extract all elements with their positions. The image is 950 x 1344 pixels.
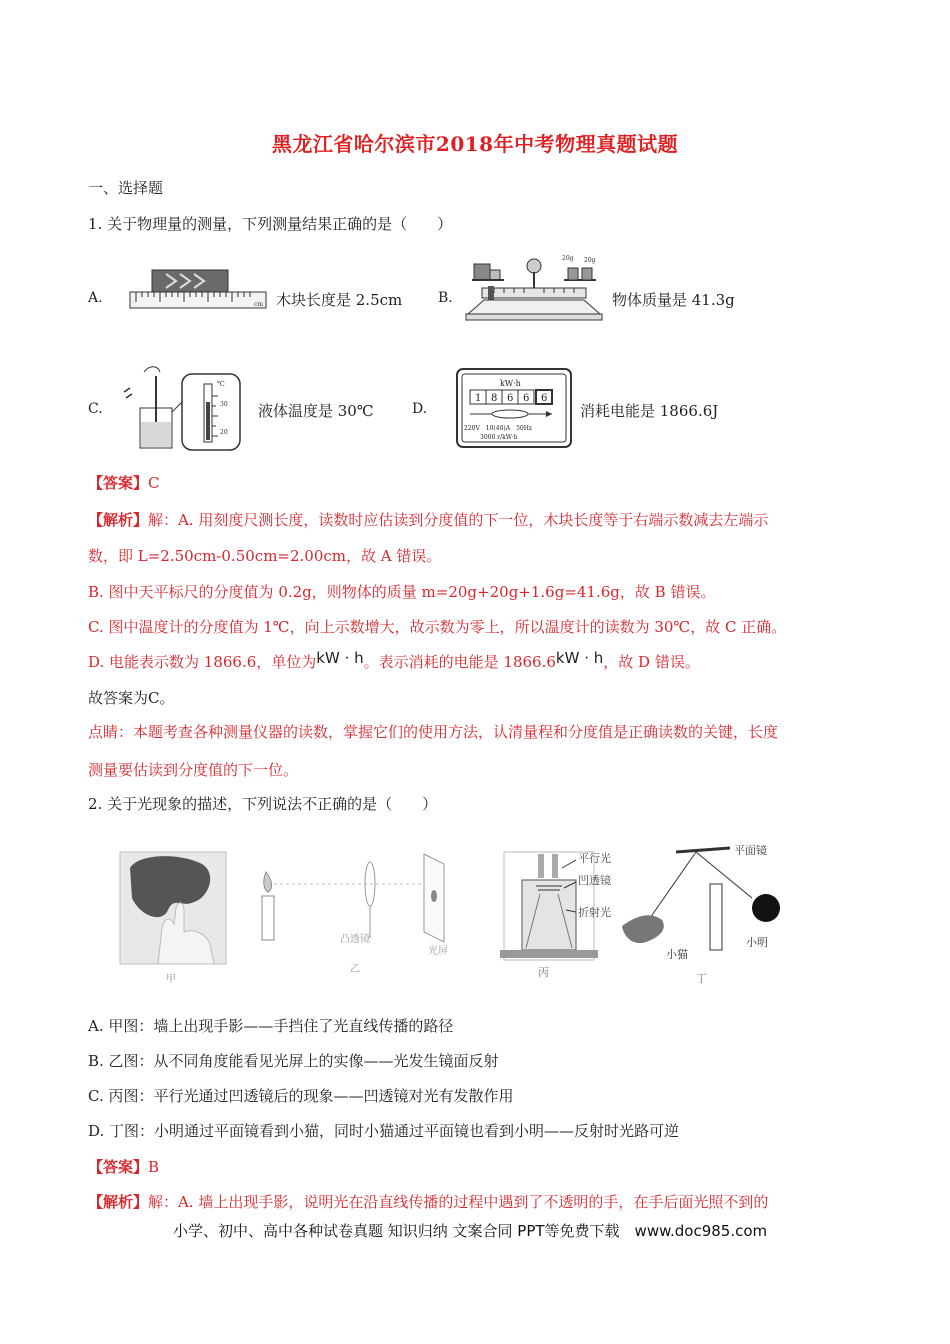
- section-heading: 一、选择题: [88, 179, 164, 197]
- fig-convex-label: 凸透镜: [340, 934, 370, 945]
- fig-screen-label: 光屏: [428, 946, 448, 957]
- q1-analysis-line-2: 数，即 L=2.50cm-0.50cm=2.00cm，故 A 错误。: [88, 547, 442, 565]
- q1-analysis-4b: 。表示消耗的电能是 1866.6: [363, 653, 556, 671]
- q1-analysis-1a: 解：A. 用刻度尺测长度，读数时应估读到分度值的下一位，木块长度等于右端示数减去左端示: [148, 511, 769, 529]
- q1-unit-1: kW · h: [316, 649, 364, 667]
- q1-analysis-line-4: C. 图中温度计的分度值为 1℃，向上示数增大，故示数为零上，所以温度计的读数为 30℃，故 C 正确。: [88, 618, 787, 636]
- q1-analysis-4a: D. 电能表示数为 1866.6，单位为: [88, 653, 317, 671]
- optics-figure: [118, 838, 818, 988]
- meter-figure: [456, 368, 572, 448]
- thermo-20: 20: [220, 429, 228, 436]
- q2-answer-value: B: [148, 1158, 160, 1176]
- meter-digit-3: 6: [507, 393, 514, 404]
- q1-answer: [88, 473, 160, 493]
- fig-mirror-label: 平面镜: [734, 844, 767, 857]
- q1-analysis-line-1: [88, 510, 768, 530]
- q1-answer-tag: 【答案】: [88, 474, 149, 492]
- q1-analysis-line-5: [88, 649, 700, 672]
- meter-digit-4: 6: [523, 393, 530, 404]
- q1-unit-2: kW · h: [555, 649, 604, 667]
- meter-title: kW·h: [500, 379, 521, 388]
- q2-analysis-1: 解：A. 墙上出现手影，说明光在沿直线传播的过程中遇到了不透明的手，在手后面光照不到的: [148, 1193, 769, 1211]
- meter-digit-2: 8: [491, 393, 498, 404]
- page-title: 黑龙江省哈尔滨市2018年中考物理真题试题: [271, 132, 679, 156]
- q1-conclusion: 故答案为C。: [88, 689, 175, 707]
- meter-digit-5: 6: [541, 393, 548, 404]
- q1-answer-value: C: [148, 474, 160, 492]
- q2-analysis-tag: 【解析】: [88, 1193, 149, 1211]
- weight-label-a: 20g: [562, 255, 574, 262]
- q1-stem: 1. 关于物理量的测量，下列测量结果正确的是（ ）: [88, 215, 453, 233]
- meter-rev: 3000 r/kW·h: [480, 434, 518, 441]
- q1-analysis-4c: ，故 D 错误。: [603, 653, 700, 671]
- q1-option-d-text: 消耗电能是 1866.6J: [580, 402, 719, 420]
- balance-figure: [464, 252, 604, 322]
- q1-option-d-letter: D.: [412, 401, 428, 417]
- q2-option-a: A. 甲图：墙上出现手影——手挡住了光直线传播的路径: [88, 1017, 454, 1035]
- q2-option-b: B. 乙图：从不同角度能看见光屏上的实像——光发生镜面反射: [88, 1052, 499, 1070]
- ruler-unit: cm: [254, 301, 264, 308]
- meter-spec: 220V 10(40)A 50Hz: [464, 425, 533, 432]
- fig-bing-label: 丙: [538, 966, 549, 979]
- q2-answer: [88, 1157, 159, 1177]
- q1-tip-line-1: 点睛：本题考查各种测量仪器的读数，掌握它们的使用方法，认清量程和分度值是正确读数的关键，长度: [88, 723, 779, 741]
- fig-concave-label: 凹透镜: [578, 874, 611, 887]
- ruler-figure: [128, 268, 270, 314]
- q1-option-b-text: 物体质量是 41.3g: [612, 291, 735, 309]
- fig-ding-label: 丁: [696, 972, 707, 985]
- fig-refract-label: 折射光: [578, 906, 611, 919]
- q2-analysis-line-1: [88, 1192, 768, 1212]
- fig-cat-label: 小猫: [666, 948, 688, 961]
- q2-answer-tag: 【答案】: [88, 1158, 149, 1176]
- q1-analysis-line-3: B. 图中天平标尺的分度值为 0.2g，则物体的质量 m=20g+20g+1.6g=41.6g，故 B 错误。: [88, 583, 716, 601]
- q2-stem: 2. 关于光现象的描述，下列说法不正确的是（ ）: [88, 795, 438, 813]
- q1-analysis-tag: 【解析】: [88, 511, 149, 529]
- q2-option-d: D. 丁图：小明通过平面镜看到小猫，同时小猫通过平面镜也看到小明——反射时光路可逆: [88, 1122, 680, 1140]
- q1-option-b-letter: B.: [438, 290, 453, 306]
- thermo-30: 30: [220, 401, 228, 408]
- fig-jia-label: 甲: [166, 974, 176, 985]
- thermo-unit: ℃: [217, 380, 225, 388]
- weight-label-b: 20g: [584, 257, 596, 264]
- q1-option-c-text: 液体温度是 30℃: [258, 402, 374, 420]
- meter-digit-1: 1: [475, 393, 482, 404]
- page-footer: 小学、初中、高中各种试卷真题 知识归纳 文案合同 PPT等免费下载 www.doc985.com: [173, 1222, 768, 1240]
- fig-parallel-label: 平行光: [578, 852, 611, 865]
- q1-tip-line-2: 测量要估读到分度值的下一位。: [88, 761, 299, 779]
- q1-option-c-letter: C.: [88, 401, 103, 417]
- fig-yi-label: 乙: [350, 964, 360, 975]
- thermometer-figure: [118, 362, 242, 454]
- q1-option-a-text: 木块长度是 2.5cm: [276, 291, 403, 309]
- fig-ming-label: 小明: [746, 936, 768, 949]
- q2-option-c: C. 丙图：平行光通过凹透镜后的现象——凹透镜对光有发散作用: [88, 1087, 514, 1105]
- q1-option-a-letter: A.: [88, 290, 103, 306]
